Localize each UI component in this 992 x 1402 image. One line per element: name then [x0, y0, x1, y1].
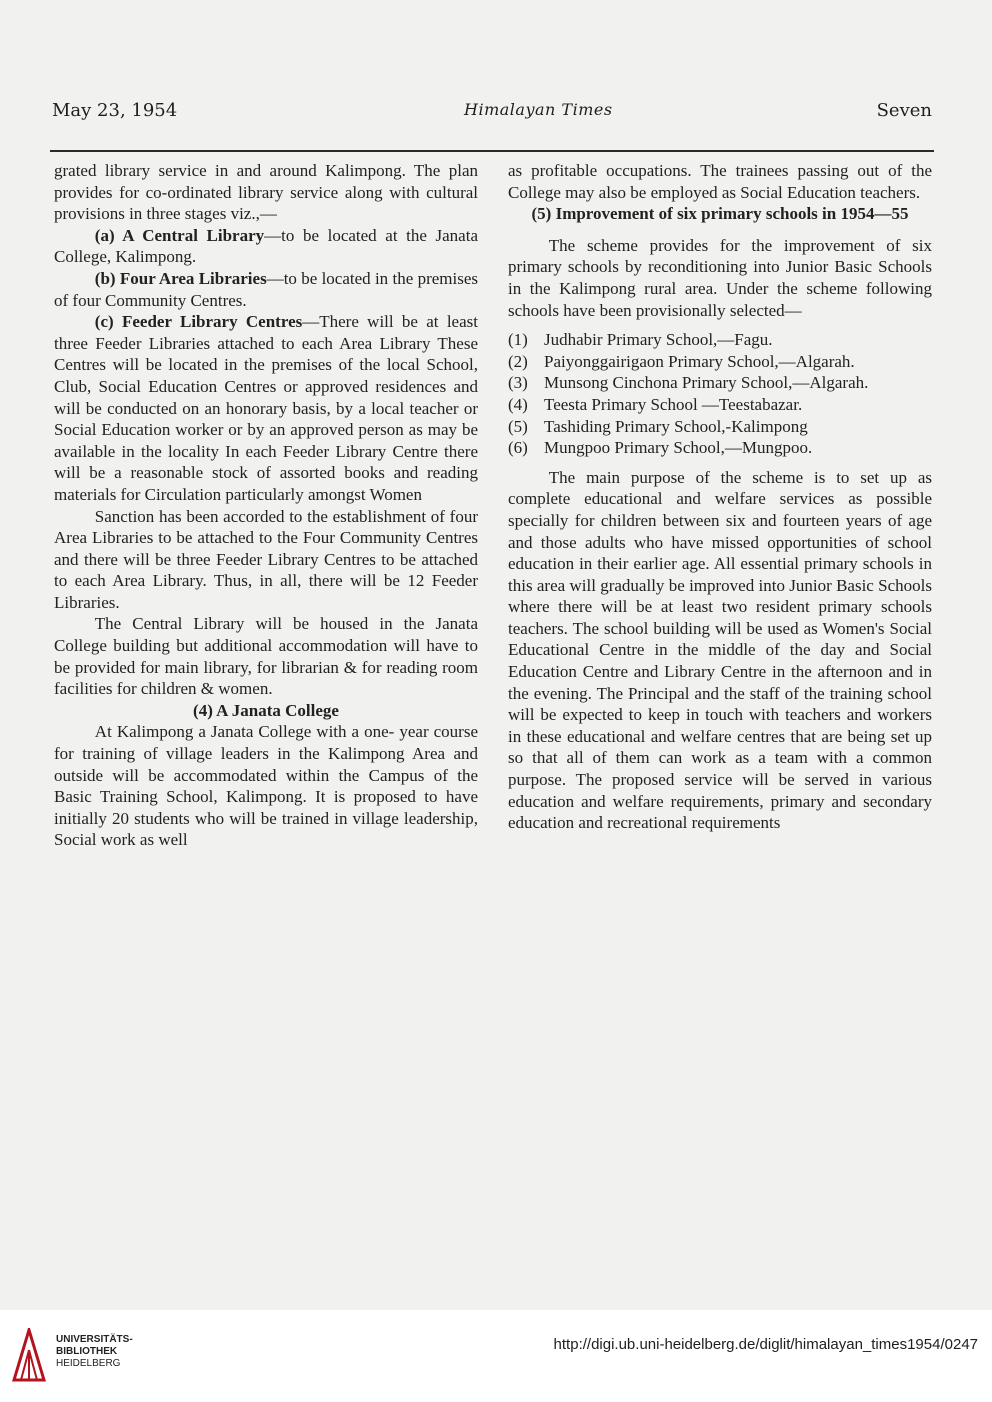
- item-a-label: (a) A Central Library: [94, 225, 265, 245]
- paragraph-continuation: as profitable occupations. The trainees passing out of the College may also be employed as Social Education teachers.: [508, 161, 932, 202]
- heading-janata-college: (4) A Janata College: [193, 700, 339, 720]
- heading-primary-schools: (5) Improvement of six primary schools in 1954—55: [531, 204, 909, 224]
- right-column: [508, 160, 932, 834]
- item-central-library: [54, 225, 478, 268]
- left-column: [54, 160, 478, 851]
- library-name: UNIVERSITÄTS- BIBLIOTHEK HEIDELBERG: [56, 1334, 133, 1369]
- school-list: [508, 329, 932, 459]
- paragraph-janata-college: At Kalimpong a Janata College with a one- year course for training of village leaders in the Kalimpong Area and outside will be accommodated within the Campus of the Basic Training School, Kalimpong. It is proposed to have initially 20 students who will be trained in village leadership, Social work as well: [54, 722, 478, 850]
- item-feeder-centres: [54, 311, 478, 505]
- footer-bar: [0, 1310, 992, 1402]
- header-rule: [50, 150, 934, 152]
- item-a-text: —to be located at the Janata College, Kalimpong.: [54, 225, 478, 267]
- item-c-label: (c) Feeder Library Centres: [94, 312, 303, 332]
- newspaper-title: Himalayan Times: [464, 100, 613, 119]
- list-item: (6) Mungpoo Primary School,—Mungpoo.: [508, 438, 813, 458]
- page-number: Seven: [876, 100, 932, 121]
- university-library-logo-icon: [12, 1328, 46, 1382]
- list-item: (2) Paiyonggairigaon Primary School,—Algarah.: [508, 351, 855, 371]
- paragraph-library-plan: grated library service in and around Kalimpong. The plan provides for co-ordinated library service along with cultural provisions in three stages viz.,—: [54, 161, 478, 224]
- source-url-link[interactable]: http://digi.ub.uni-heidelberg.de/diglit/himalayan_times1954/0247: [553, 1336, 978, 1353]
- paragraph-scheme: The scheme provides for the improvement of six primary schools by reconditioning into Junior Basic Schools in the Kalimpong rural area. Under the scheme following schools have been provisionally selected—: [508, 235, 932, 320]
- paragraph-main-purpose: The main purpose of the scheme is to set up as complete educational and welfare services as possible specially for children between six and fourteen years of age and those adults who have missed opportunities of school education in their earlier age. All essential primary schools in this area will gradually be improved into Junior Basic Schools where there will be at least two resident primary schools teachers. The school building will be used as Women's Social Educational Centre in the middle of the day and Social Education Centre and Library Centre in the afternoon and in the evening. The Principal and the staff of the training school will be expected to keep in touch with teachers and workers in these educational and welfare centres that are being set up so that all of them can work as a team with a common purpose. The proposed service will be served in various education and welfare requirements, primary and secondary education and recreational requirements: [508, 467, 932, 833]
- paragraph-central-library: The Central Library will be housed in the Janata College building but additional accommodation will have to be provided for main library, for librarian & for reading room facilities for children & women.: [54, 614, 478, 699]
- list-item: (5) Tashiding Primary School,-Kalimpong: [508, 416, 808, 436]
- list-item: (3) Munsong Cinchona Primary School,—Algarah.: [508, 373, 869, 393]
- masthead: [52, 100, 932, 130]
- item-c-text: —There will be at least three Feeder Libraries attached to each Area Library These Centres will be located in the premises of the local School, Club, Social Education Centres or approved residences and will be conducted on an honorary basis, by a local teacher or Social Education worker or by an approved person as may be available in the locality In each Feeder Library Centre there will be a reasonable stock of assorted books and reading materials for Circulation particularly amongst Women: [54, 312, 478, 504]
- item-b-text: —to be located in the premises of four Community Centres.: [54, 268, 478, 310]
- list-item: (4) Teesta Primary School —Teestabazar.: [508, 394, 803, 414]
- item-b-label: (b) Four Area Libraries: [94, 268, 267, 288]
- list-item: (1) Judhabir Primary School,—Fagu.: [508, 330, 773, 350]
- item-area-libraries: [54, 268, 478, 311]
- paragraph-sanction: Sanction has been accorded to the establishment of four Area Libraries to be attached to the Four Community Centres and there will be three Feeder Library Centres to be attached to each Area Library. Thus, in all, there will be 12 Feeder Libraries.: [54, 506, 478, 612]
- issue-date: May 23, 1954: [52, 100, 178, 121]
